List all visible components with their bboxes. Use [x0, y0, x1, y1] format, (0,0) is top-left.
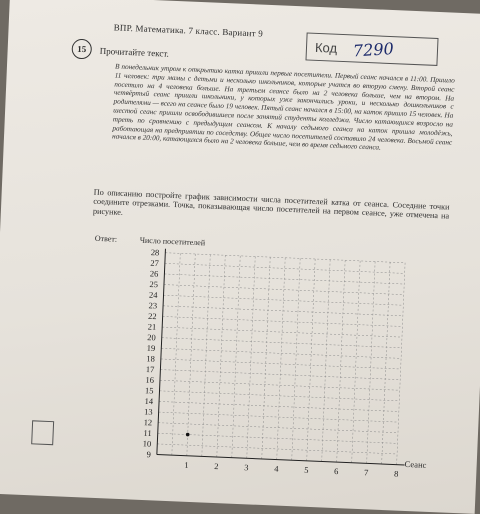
grid-line-horizontal	[165, 263, 405, 273]
chart-ticks	[142, 247, 408, 479]
grid-line-vertical	[172, 253, 180, 455]
x-tick-label: 8	[393, 468, 399, 479]
chart-grid	[157, 253, 405, 465]
grid-line-vertical	[382, 262, 390, 464]
grid-line-vertical	[277, 258, 285, 460]
y-tick-label: 22	[147, 310, 157, 322]
task-passage: В понедельник утром к открытию катка пришли первые посетители. Первый сеанс начался в 11:00. Пришло 11 человек: три мамы с детьми и несколько школьников, которые учатся во вторую смену. Второй сеанс посетило на 4 человека больше. На третьем сеансе было на 2 человека больше, чем на втором. На четвёртый сеанс пришли школьники, у которых уже закончились уроки, и несколько дошкольников с родителями — всего на сеансе было 19 человек. Пятый сеанс начался в 15:00, на каток пришло 15 человек. На шестой сеанс пришли освободившиеся после занятий студенты колледжа. Число катающихся возросло на треть по сравнению с предыдущим сеансом. К началу седьмого сеанса на каток пришла молодёжь, работающая на предприятии по соседству. Общее число посетителей составило 24 человека. Восьмой сеанс начался в 20:00, катающихся было на 2 человека больше, чем во время седьмого сеанса.	[111, 62, 455, 153]
y-tick-label: 15	[144, 385, 154, 396]
task-question: По описанию постройте график зависимости числа посетителей катка от сеанса. Соседние точки соедините отрезками. Точка, показывающая число посетителей на первом сеансе, уже отмечена на рисунке.	[92, 187, 450, 221]
grid-line-horizontal	[164, 295, 404, 305]
chart-axes	[157, 249, 413, 465]
grid-line-vertical	[217, 255, 225, 457]
grid-line-vertical	[187, 254, 195, 456]
x-tick-label: 4	[274, 463, 279, 474]
grid-line-vertical	[307, 259, 315, 461]
y-tick-label: 28	[150, 247, 160, 258]
y-tick-label: 24	[148, 289, 158, 300]
x-tick-label: 2	[214, 460, 219, 472]
y-tick-label: 20	[147, 332, 156, 343]
code-box	[305, 32, 438, 66]
y-tick-label: 27	[150, 257, 160, 269]
y-tick-label: 23	[148, 300, 158, 311]
page-header: ВПР. Математика. 7 класс. Вариант 9	[113, 22, 264, 39]
x-axis-label: Сеанс	[404, 458, 427, 470]
task-instruction: Прочитайте текст.	[99, 45, 170, 59]
x-tick-label: 7	[363, 467, 369, 478]
answer-checkbox[interactable]	[31, 420, 54, 445]
grid-line-vertical	[232, 256, 240, 458]
chart-points	[186, 433, 190, 437]
grid-line-vertical	[352, 261, 360, 463]
y-tick-label: 26	[149, 268, 159, 279]
grid-line-vertical	[397, 263, 405, 465]
grid-line-vertical	[322, 260, 330, 462]
y-tick-label: 17	[145, 363, 155, 375]
code-value: 7290	[352, 38, 395, 61]
x-tick-label: 5	[304, 464, 309, 475]
grid-line-vertical	[337, 260, 345, 462]
code-label: Код	[314, 39, 338, 56]
task-number: 15	[71, 39, 92, 60]
grid-line-horizontal	[159, 412, 399, 422]
answer-chart	[120, 245, 419, 479]
grid-line-vertical	[262, 257, 270, 459]
x-tick-label: 1	[184, 459, 189, 470]
grid-line-vertical	[367, 262, 375, 464]
y-tick-label: 19	[146, 342, 156, 354]
grid-line-vertical	[247, 256, 255, 458]
answer-label: Ответ:	[94, 233, 118, 244]
grid-line-horizontal	[157, 444, 397, 454]
grid-line-vertical	[202, 255, 210, 457]
y-tick-label: 10	[142, 438, 152, 449]
y-tick-label: 12	[143, 417, 153, 428]
x-axis-line	[157, 455, 405, 465]
y-tick-label: 16	[145, 374, 155, 385]
grid-line-vertical	[292, 258, 300, 460]
y-tick-label: 21	[147, 321, 157, 332]
y-tick-label: 11	[143, 427, 152, 439]
y-tick-label: 25	[149, 278, 159, 290]
y-axis-label: Число посетителей	[139, 235, 206, 248]
x-tick-label: 6	[333, 465, 339, 477]
y-tick-label: 14	[144, 395, 154, 407]
x-tick-label: 3	[244, 462, 249, 473]
grid-line-horizontal	[165, 253, 405, 263]
data-point	[186, 433, 190, 437]
y-tick-label: 18	[146, 353, 156, 364]
y-tick-label: 13	[143, 406, 153, 417]
y-tick-label: 9	[146, 449, 152, 460]
